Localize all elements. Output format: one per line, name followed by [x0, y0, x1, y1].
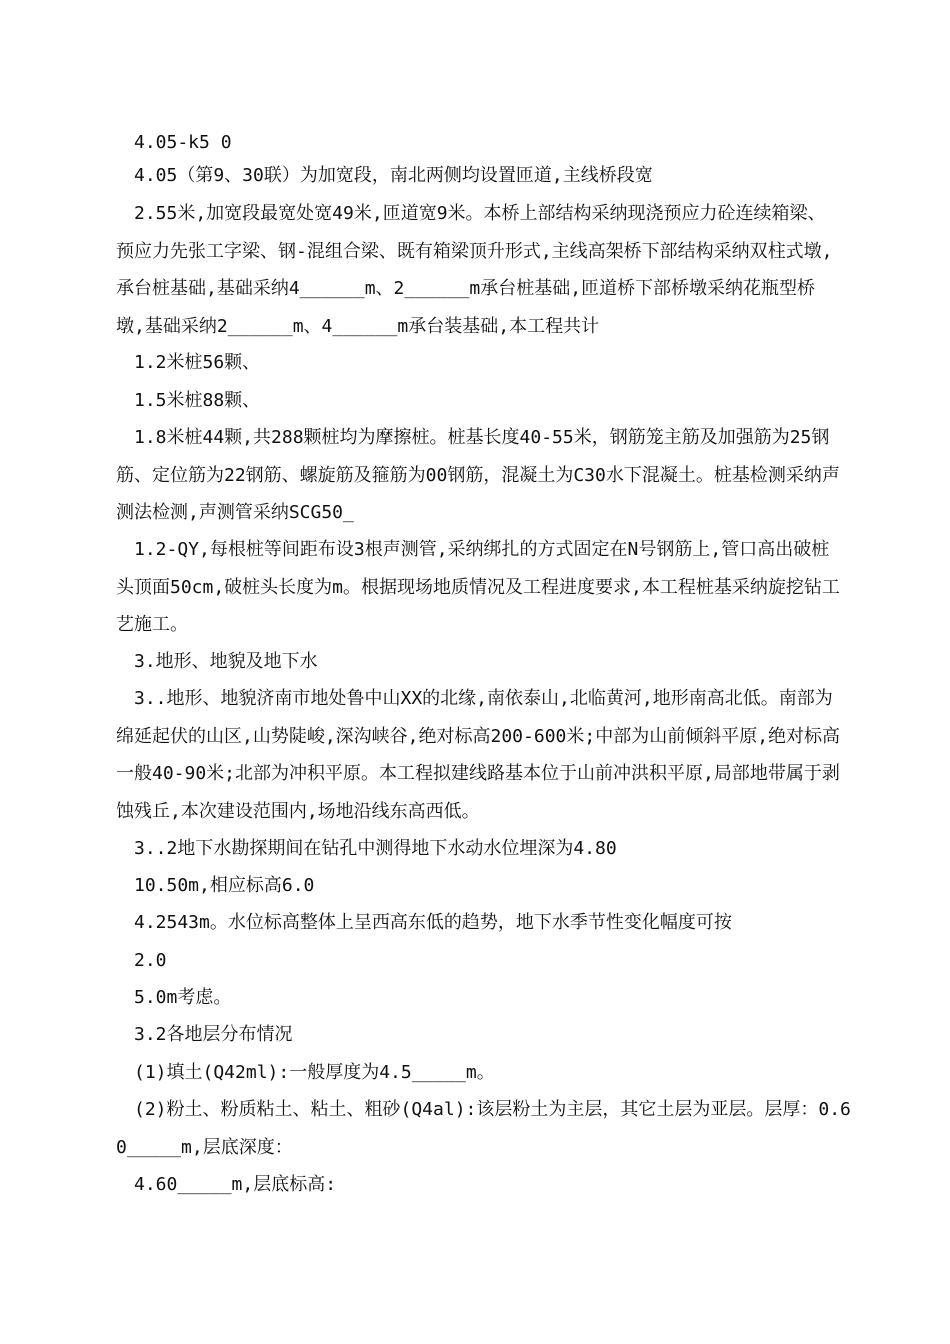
paragraph-14: 5.0m考虑。: [134, 987, 232, 1008]
paragraph-18: 4.60_____m,层底标高:: [134, 1174, 337, 1195]
paragraph-6: 1.8米桩44颗,共288颗桩均为摩擦桩。桩基长度40-55米，钢筋笼主筋及加强筋为25钢筋、定位筋为22钢筋、螺旋筋及箍筋为00钢筋，混凝土为C30水下混凝土。桩基检测采纳声测法检测,声测管采纳SCG50_: [116, 427, 840, 523]
paragraph-13: 2.0: [134, 950, 167, 971]
paragraph-15: 3.2各地层分布情况: [134, 1024, 293, 1045]
paragraph-17: (2)粉土、粉质粘土、粘土、粗砂(Q4al):该层粉土为主层，其它土层为亚层。层厚：0.60_____m,层底深度：: [116, 1099, 851, 1158]
paragraph-3: 2.55米,加宽段最宽处宽49米,匝道宽9米。本桥上部结构采纳现浇预应力砼连续箱梁、预应力先张工字梁、钢-混组合梁、既有箱梁顶升形式,主线高架桥下部结构采纳双柱式墩,承台桩基础,基础采纳4______m、2______m承台桩基础,匝道桥下部桥墩采纳花瓶型桥墩,基础采纳2______m、4______m承台装基础,本工程共计: [116, 203, 833, 337]
paragraph-2: 4.05（第9、30联）为加宽段，南北两侧均设置匝道,主线桥段宽: [134, 165, 653, 186]
paragraph-1: 4.05-k5 0: [134, 132, 232, 153]
paragraph-12: 4.2543m。水位标高整体上呈西高东低的趋势，地下水季节性变化幅度可按: [134, 912, 732, 933]
paragraph-16: (1)填土(Q42ml):一般厚度为4.5_____m。: [134, 1062, 495, 1083]
paragraph-10: 3..2地下水勘探期间在钻孔中测得地下水动水位埋深为4.80: [134, 838, 617, 859]
paragraph-7: 1.2-QY,每根桩等间距布设3根声测管,采纳绑扎的方式固定在N号钢筋上,管口高出破桩头顶面50cm,破桩头长度为m。根据现场地质情况及工程进度要求,本工程桩基采纳旋挖钻工艺施工。: [116, 539, 840, 635]
paragraph-9: 3..地形、地貌济南市地处鲁中山XX的北缘,南依泰山,北临黄河,地形南高北低。南部为绵延起伏的山区,山势陡峻,深沟峡谷,绝对标高200-600米;中部为山前倾斜平原,绝对标高一般40-90米;北部为冲积平原。本工程拟建线路基本位于山前冲洪积平原,局部地带属于剥蚀残丘,本次建设范围内,场地沿线东高西低。: [116, 688, 841, 822]
paragraph-5: 1.5米桩88颗、: [134, 390, 261, 411]
paragraph-8: 3.地形、地貌及地下水: [134, 651, 318, 672]
paragraph-4: 1.2米桩56颗、: [134, 352, 261, 373]
paragraph-11: 10.50m,相应标高6.0: [134, 875, 315, 896]
